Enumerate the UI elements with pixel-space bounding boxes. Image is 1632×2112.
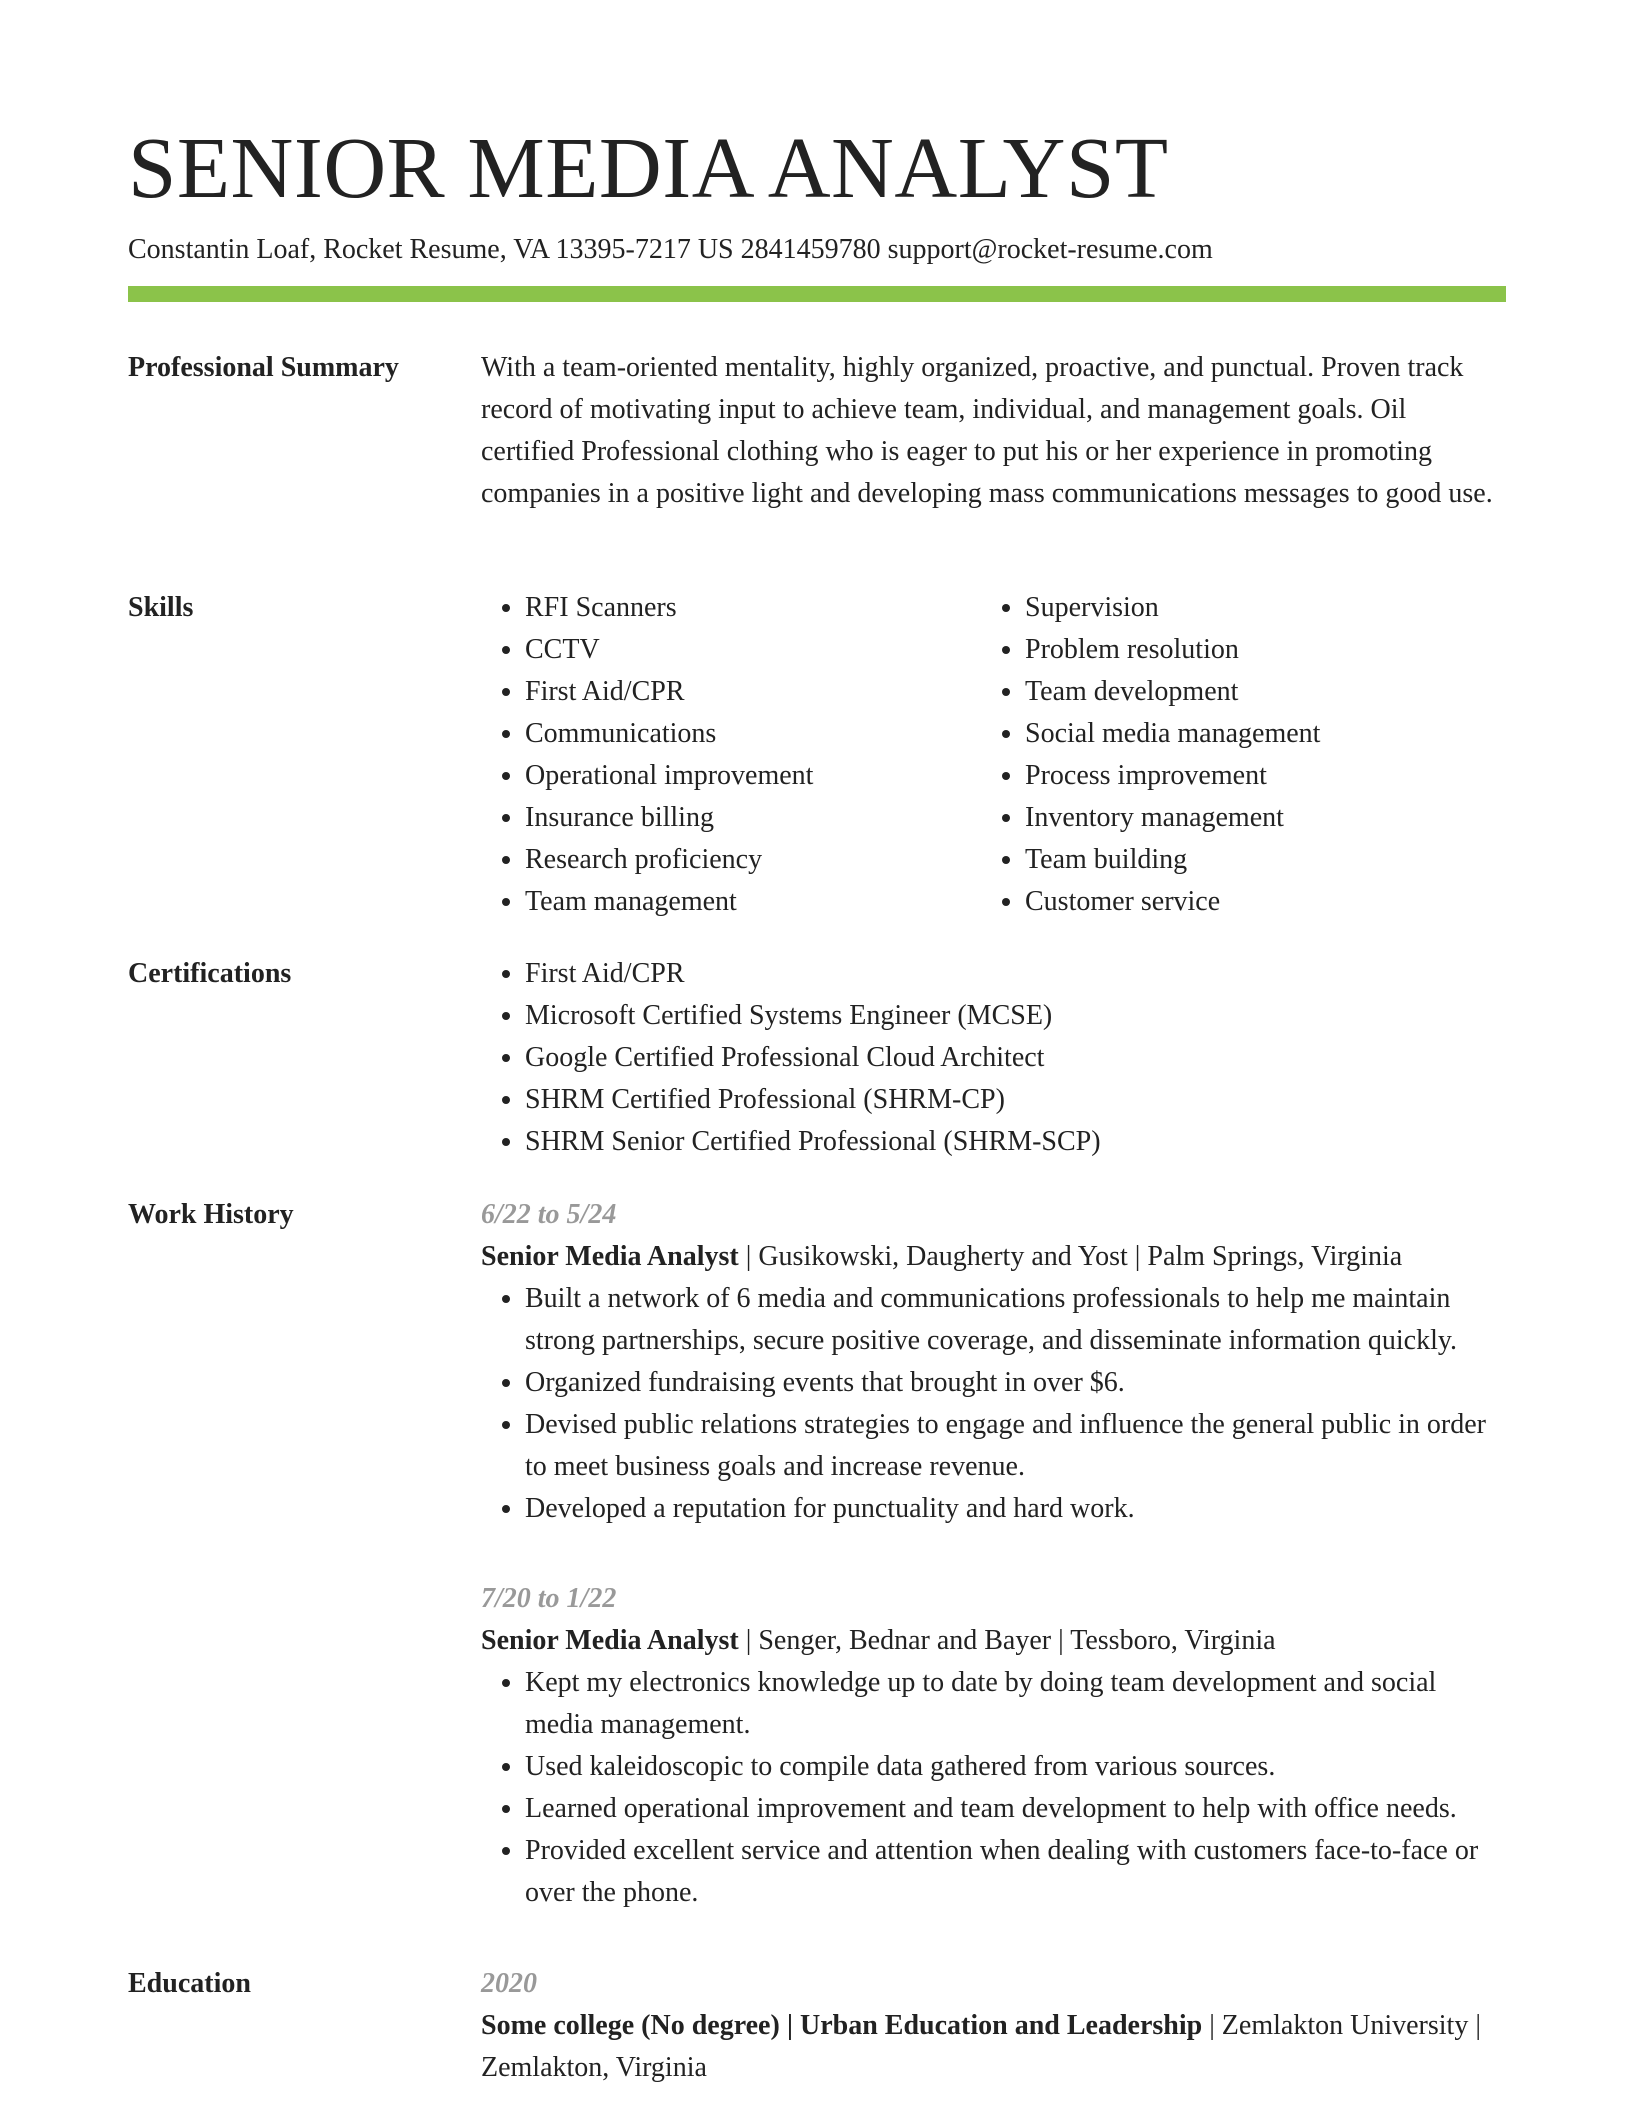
- job-details: | Gusikowski, Daugherty and Yost | Palm Springs, Virginia: [738, 1241, 1403, 1272]
- skill-item: • Process improvement: [1025, 755, 1506, 797]
- skill-item: • Operational improvement: [525, 755, 981, 797]
- summary-text: With a team-oriented mentality, highly organized, proactive, and punctual. Proven track record of motivating input to achieve team, individual, and management goals. Oil certified Professional clothing who is eager to put his or her experience in promoting companies in a positive light and developing mass communications messages to good use.: [481, 352, 1493, 509]
- job-bullet: • Used kaleidoscopic to compile data gathered from various sources.: [525, 1746, 1506, 1788]
- skills-list-left: [481, 587, 981, 923]
- job-role: Senior Media Analyst: [481, 1625, 739, 1656]
- accent-divider: [128, 286, 1506, 302]
- skill-item: • First Aid/CPR: [525, 671, 981, 713]
- education-date: 2020: [481, 1968, 537, 1999]
- skill-item: • Customer service: [1025, 881, 1506, 923]
- job-bullet: • Kept my electronics knowledge up to date by doing team development and social media management.: [525, 1662, 1506, 1746]
- skill-item: • Social media management: [1025, 713, 1506, 755]
- education-section: [481, 1963, 1506, 2089]
- skills-heading: Skills: [128, 592, 194, 623]
- skill-item: • Team management: [525, 881, 981, 923]
- certifications-heading: Certifications: [128, 958, 292, 989]
- certification-item: • Microsoft Certified Systems Engineer (MCSE): [525, 995, 1506, 1037]
- skill-item: • Supervision: [1025, 587, 1506, 629]
- education-line: [481, 2005, 1506, 2089]
- certifications-section: [481, 953, 1506, 1163]
- job-bullet: • Developed a reputation for punctuality and hard work.: [525, 1488, 1506, 1530]
- certifications-list: [481, 953, 1506, 1163]
- job-date: 6/22 to 5/24: [481, 1199, 617, 1230]
- job-entry: [481, 1578, 1506, 1914]
- certification-item: • SHRM Senior Certified Professional (SHRM-SCP): [525, 1121, 1506, 1163]
- skills-section: [481, 587, 1506, 923]
- job-bullet: • Learned operational improvement and team development to help with office needs.: [525, 1788, 1506, 1830]
- resume-title: SENIOR MEDIA ANALYST: [128, 119, 1169, 216]
- skill-item: • Team development: [1025, 671, 1506, 713]
- certification-item: • First Aid/CPR: [525, 953, 1506, 995]
- job-bullet: • Built a network of 6 media and communications professionals to help me maintain strong partnerships, secure positive coverage, and disseminate information quickly.: [525, 1278, 1506, 1362]
- job-title-line: [481, 1236, 1506, 1278]
- skills-column-right: [981, 587, 1506, 923]
- skill-item: • RFI Scanners: [525, 587, 981, 629]
- contact-line: Constantin Loaf, Rocket Resume, VA 13395-7217 US 2841459780 support@rocket-resume.com: [128, 234, 1213, 265]
- job-bullet: • Provided excellent service and attention when dealing with customers face-to-face or over the phone.: [525, 1830, 1506, 1914]
- summary-heading: Professional Summary: [128, 352, 399, 383]
- work-history-heading: Work History: [128, 1199, 294, 1230]
- job-bullets: [481, 1278, 1506, 1530]
- skill-item: • CCTV: [525, 629, 981, 671]
- skill-item: • Research proficiency: [525, 839, 981, 881]
- job-bullet: • Organized fundraising events that brought in over $6.: [525, 1362, 1506, 1404]
- job-details: | Senger, Bednar and Bayer | Tessboro, Virginia: [738, 1625, 1276, 1656]
- job-bullet: • Devised public relations strategies to engage and influence the general public in order to meet business goals and increase revenue.: [525, 1404, 1506, 1488]
- job-date: 7/20 to 1/22: [481, 1583, 617, 1614]
- job-entry: [481, 1194, 1506, 1530]
- skills-list-right: [981, 587, 1506, 923]
- certification-item: • SHRM Certified Professional (SHRM-CP): [525, 1079, 1506, 1121]
- skill-item: • Insurance billing: [525, 797, 981, 839]
- skill-item: • Problem resolution: [1025, 629, 1506, 671]
- skills-column-left: [481, 587, 981, 923]
- job-role: Senior Media Analyst: [481, 1241, 739, 1272]
- skill-item: • Communications: [525, 713, 981, 755]
- job-bullets: [481, 1662, 1506, 1914]
- job-title-line: [481, 1620, 1506, 1662]
- education-degree: Some college (No degree) | Urban Education and Leadership: [481, 2010, 1203, 2041]
- education-heading: Education: [128, 1968, 251, 1999]
- education-details: | Zemlakton University | Zemlakton, Virginia: [481, 2010, 1481, 2083]
- skill-item: • Inventory management: [1025, 797, 1506, 839]
- summary-section: [481, 347, 1506, 515]
- certification-item: • Google Certified Professional Cloud Architect: [525, 1037, 1506, 1079]
- skill-item: • Team building: [1025, 839, 1506, 881]
